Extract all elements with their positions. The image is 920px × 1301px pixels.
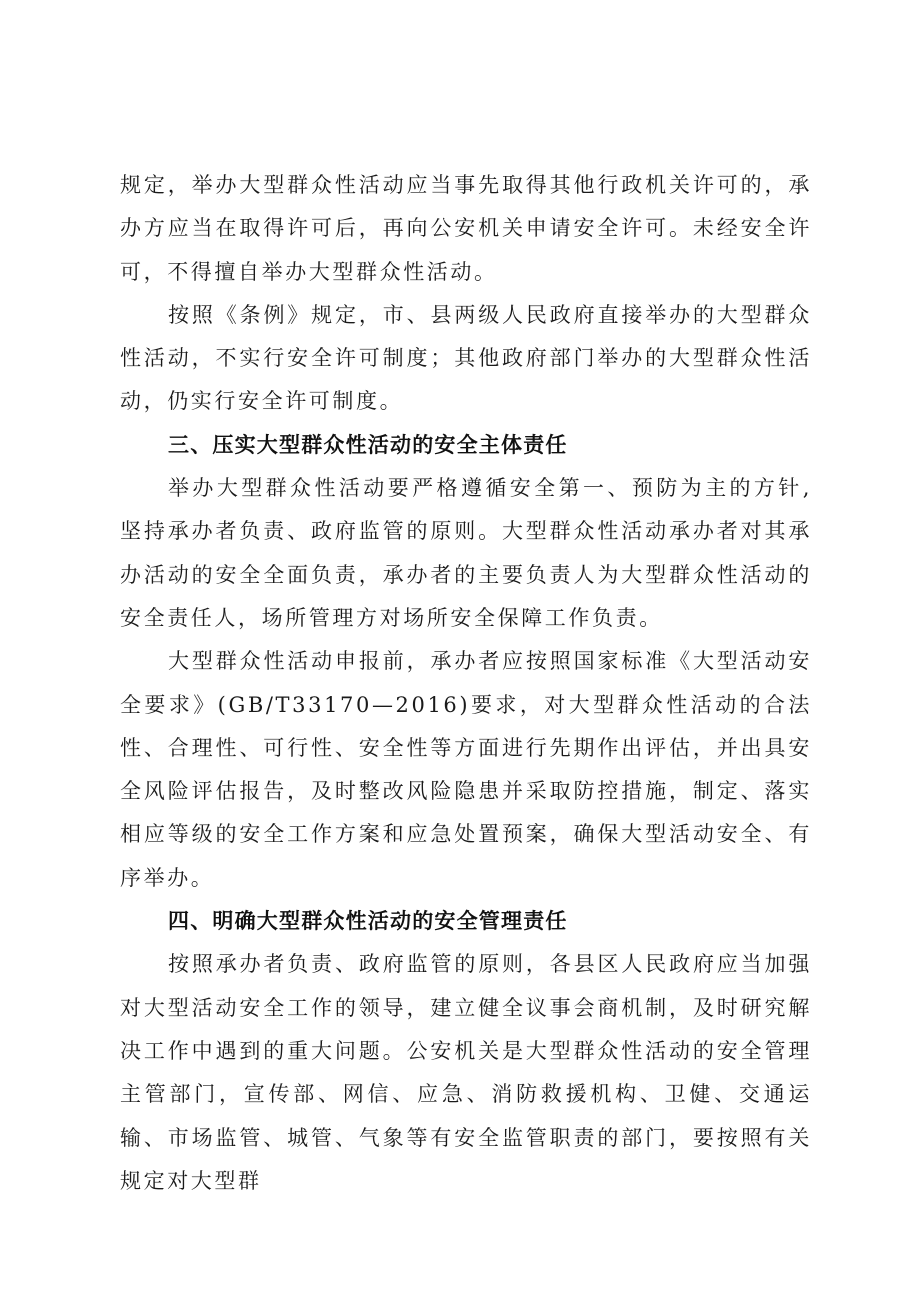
document-body <box>120 164 812 1203</box>
paragraph-management-responsibility: 按照承办者负责、政府监管的原则，各县区人民政府应当加强对大型活动安全工作的领导，建立健全议事会商机制，及时研究解决工作中遇到的重大问题。公安机关是大型群众性活动的安全管理主管部门，宣传部、网信、应急、消防救援机构、卫健、交通运输、市场监管、城管、气象等有安全监管职责的部门，要按照有关规定对大型群 <box>120 952 812 1193</box>
paragraph-regulation-exemption: 按照《条例》规定，市、县两级人民政府直接举办的大型群众性活动，不实行安全许可制度；其他政府部门举办的大型群众性活动，仍实行安全许可制度。 <box>120 302 812 414</box>
section-heading-four: 四、明确大型群众性活动的安全管理责任 <box>168 909 568 934</box>
paragraph-permit-requirement: 规定，举办大型群众性活动应当事先取得其他行政机关许可的，承办方应当在取得许可后，再向公安机关申请安全许可。未经安全许可，不得擅自举办大型群众性活动。 <box>120 173 812 284</box>
section-heading-three: 三、压实大型群众性活动的安全主体责任 <box>168 432 568 457</box>
paragraph-risk-assessment: 大型群众性活动申报前，承办者应按照国家标准《大型活动安全要求》(GB/T33170—2016)要求，对大型群众性活动的合法性、合理性、可行性、安全性等方面进行先期作出评估，并出具安全风险评估报告，及时整改风险隐患并采取防控措施，制定、落实相应等级的安全工作方案和应急处置预案，确保大型活动安全、有序举办。 <box>120 649 812 890</box>
paragraph-organizer-responsibility: 举办大型群众性活动要严格遵循安全第一、预防为主的方针,坚持承办者负责、政府监管的原则。大型群众性活动承办者对其承办活动的安全全面负责，承办者的主要负责人为大型群众性活动的安全责任人，场所管理方对场所安全保障工作负责。 <box>120 476 812 630</box>
